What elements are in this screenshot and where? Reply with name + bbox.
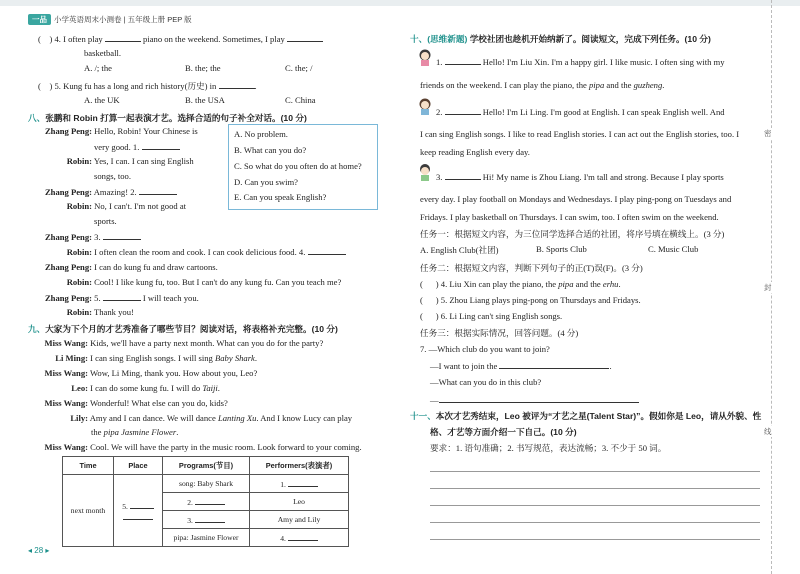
judge-item: ( ) 5. Zhou Liang plays ping-pong on Thursdays and Fridays. <box>420 295 641 305</box>
page-header <box>28 14 192 25</box>
page-number: ◂ 28 ▸ <box>28 546 50 555</box>
binding-char: 密 <box>764 129 772 138</box>
section-9-title: 九、大家为下个月的才艺秀准备了哪些节目？阅读对话，将表格补充完整。(10 分) <box>28 324 338 334</box>
answer-blank[interactable] <box>219 80 255 89</box>
writing-line[interactable] <box>430 488 760 489</box>
answer-blank[interactable] <box>288 532 318 541</box>
dialog-line: Robin: Yes, I can. I can sing English <box>66 156 194 166</box>
answer-blank[interactable] <box>142 141 180 150</box>
table-cell-performer: 4. <box>250 529 349 547</box>
option-a: A. the UK <box>84 95 120 105</box>
dialog-line: Zhang Peng: I can do kung fu and draw cartoons. <box>44 262 218 272</box>
option-a: A. /; the <box>84 63 112 73</box>
dialog-line: Li Ming: I can sing English songs. I will sing Baby Shark. <box>55 353 258 363</box>
dialog-line: Miss Wang: Kids, we'll have a party next month. What can you do for the party? <box>44 338 324 348</box>
top-strip <box>0 0 800 6</box>
box-option: C. So what do you often do at home? <box>234 161 362 171</box>
dialog-line: Miss Wang: Cool. We will have the party in the music room. Look forward to your coming. <box>44 442 362 452</box>
boy-avatar-icon <box>418 163 432 181</box>
dialog-line: Robin: Cool! I like kung fu, too. But I can't do any kung fu. Can you teach me? <box>66 277 342 287</box>
passage-3-line: 3. Hi! My name is Zhou Liang. I'm tall and strong. Because I play sports <box>436 172 724 182</box>
answer-blank[interactable] <box>445 171 481 180</box>
box-option: B. What can you do? <box>234 145 307 155</box>
writing-line[interactable] <box>430 471 760 472</box>
answer-blank[interactable] <box>288 478 318 487</box>
q7-line: — <box>430 394 639 405</box>
binding-char: 封 <box>764 283 772 292</box>
writing-requirements: 要求：1. 语句准确；2. 书写规范，表达流畅；3. 不少于 50 词。 <box>430 443 667 453</box>
box-option: E. Can you speak English? <box>234 192 327 202</box>
dialog-line: the pipa Jasmine Flower. <box>91 427 179 437</box>
q7-line: —What can you do in this club? <box>430 377 542 387</box>
table-cell-place: 5. <box>114 475 163 547</box>
task-2-title: 任务二：根据短文内容，判断下列句子的正(T)误(F)。(3 分) <box>420 263 643 273</box>
table-header: Programs(节目) <box>163 457 250 475</box>
dialog-line: songs, too. <box>94 171 132 181</box>
dialog-line: Miss Wang: Wonderful! What else can you do, kids? <box>44 398 228 408</box>
dialog-line: Robin: I often clean the room and cook. I can cook delicious food. 4. <box>30 246 346 257</box>
q7-line: 7. —Which club do you want to join? <box>420 344 550 354</box>
judge-item: ( ) 4. Liu Xin can play the piano, the pipa and the erhu. <box>420 279 621 289</box>
dialog-line: Zhang Peng: 3. <box>30 231 141 242</box>
table-header: Place <box>114 457 163 475</box>
table-header: Performers(表演者) <box>250 457 349 475</box>
q7-line: —I want to join the . <box>430 361 612 371</box>
answer-blank[interactable] <box>123 511 153 520</box>
task-1-option: A. English Club(社团) <box>420 245 499 255</box>
table-cell-performer: 1. <box>250 475 349 493</box>
table-cell-time: next month <box>63 475 114 547</box>
table-cell-performer: Amy and Lily <box>250 511 349 529</box>
section-11-title-cont: 格、才艺等方面介绍一下自己。(10 分) <box>430 427 577 437</box>
table-cell-program: pipa: Jasmine Flower <box>163 529 250 547</box>
table-cell-program: song: Baby Shark <box>163 475 250 493</box>
passage-1-line: 1. Hello! I'm Liu Xin. I'm a happy girl. I like music. I often sing with my <box>436 57 725 67</box>
binding-char: 线 <box>764 427 772 436</box>
dialog-line: Lily: Amy and I can dance. We will dance Lanting Xu. And I know Lucy can play <box>70 413 353 423</box>
dialog-line: Zhang Peng: 5. I will teach you. <box>44 293 199 303</box>
girl-avatar-icon <box>418 97 432 115</box>
passage-2-line: I can sing English songs. I like to read English stories. I can act out the English stories, too. I <box>420 129 740 139</box>
option-c: C. China <box>285 95 316 105</box>
task-1-title: 任务一：根据短文内容，为三位同学选择合适的社团，将序号填在横线上。(3 分) <box>420 229 725 239</box>
answer-blank[interactable] <box>445 56 481 65</box>
task-3-title: 任务三：根据实际情况，回答问题。(4 分) <box>420 328 579 338</box>
judge-item: ( ) 6. Li Ling can't sing English songs. <box>420 311 563 321</box>
header-title: 小学英语周末小测卷 | 五年级上册 PEP 版 <box>54 15 192 24</box>
section-11-title: 十一、本次才艺秀结束，Leo 被评为“才艺之星(Talent Star)”。假如你是 Leo，请从外貌、性 <box>410 411 762 421</box>
girl-avatar-icon <box>418 48 432 66</box>
task-1-option: B. Sports Club <box>536 244 587 254</box>
answer-blank[interactable] <box>308 246 346 255</box>
answer-blank[interactable] <box>103 292 141 301</box>
writing-line[interactable] <box>430 505 760 506</box>
option-b: B. the; the <box>185 63 221 73</box>
answer-blank[interactable] <box>445 106 481 115</box>
dialog-line: Zhang Peng: Hello, Robin! Your Chinese is <box>44 126 198 136</box>
passage-2-line: 2. Hello! I'm Li Ling. I'm good at English. I can speak English well. And <box>436 107 725 117</box>
question-4-cont: basketball. <box>84 48 121 58</box>
program-table <box>62 456 349 547</box>
option-b: B. the USA <box>185 95 225 105</box>
answer-blank[interactable] <box>103 231 141 240</box>
dialog-line: very good. 1. <box>94 141 180 152</box>
table-cell-program: 3. <box>163 511 250 529</box>
dialog-line: Miss Wang: Wow, Li Ming, thank you. How about you, Leo? <box>44 368 258 378</box>
dialog-line: Robin: No, I can't. I'm not good at <box>66 201 187 211</box>
box-option: D. Can you swim? <box>234 177 298 187</box>
option-box <box>228 124 378 210</box>
header-badge: 一品 <box>28 14 51 25</box>
section-8-title: 八、张鹏和 Robin 打算一起表演才艺。选择合适的句子补全对话。(10 分) <box>28 113 307 123</box>
table-header: Time <box>63 457 114 475</box>
answer-blank[interactable] <box>130 500 154 509</box>
answer-blank[interactable] <box>439 394 639 403</box>
answer-blank[interactable] <box>195 496 225 505</box>
writing-line[interactable] <box>430 539 760 540</box>
answer-blank[interactable] <box>499 360 609 369</box>
dialog-line: Robin: Thank you! <box>66 307 134 317</box>
section-10-title: 十、(思维新题) 学校社团也趁机开始纳新了。阅读短文，完成下列任务。(10 分) <box>410 34 711 44</box>
passage-1-line: friends on the weekend. I can play the piano, the pipa and the guzheng. <box>420 80 665 90</box>
answer-blank[interactable] <box>287 33 323 42</box>
answer-blank[interactable] <box>105 33 141 42</box>
dialog-line: Zhang Peng: Amazing! 2. <box>30 186 177 197</box>
answer-blank[interactable] <box>139 186 177 195</box>
writing-line[interactable] <box>430 522 760 523</box>
passage-3-line: Fridays. I play basketball on Thursdays. I can swim, too. I often swim on the weekend. <box>420 212 719 222</box>
task-1-option: C. Music Club <box>648 244 699 254</box>
dialog-line: Leo: I can do some kung fu. I will do Taiji. <box>71 383 220 393</box>
table-cell-program: 2. <box>163 493 250 511</box>
box-option: A. No problem. <box>234 129 288 139</box>
question-4: ( ) 4. I often play piano on the weekend. Sometimes, I play <box>38 33 323 44</box>
dialog-line: sports. <box>94 216 117 226</box>
passage-2-line: keep reading English every day. <box>420 147 530 157</box>
answer-blank[interactable] <box>195 514 225 523</box>
passage-3-line: every day. I play football on Mondays and Wednesdays. I play ping-pong on Tuesdays and <box>420 194 732 204</box>
option-c: C. the; / <box>285 63 313 73</box>
question-5: ( ) 5. Kung fu has a long and rich history(历史) in . <box>38 81 257 91</box>
table-cell-performer: Leo <box>250 493 349 511</box>
